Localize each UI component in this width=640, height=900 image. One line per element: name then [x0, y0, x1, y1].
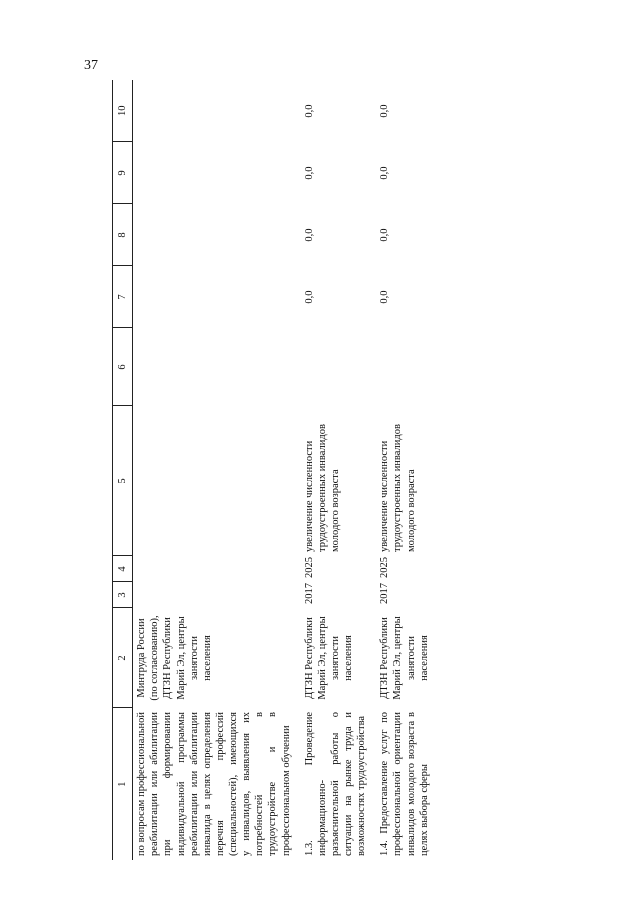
column-header: 8 [113, 204, 133, 266]
value-cell [133, 266, 295, 328]
page-number: 37 [84, 58, 98, 73]
result-cell: увеличение численности трудоустроенных инвалидов молодого возраста [303, 424, 341, 552]
table-row [133, 80, 295, 860]
value-cell [133, 204, 295, 266]
column-header: 4 [113, 556, 133, 582]
activity-cell: по вопросам профессиональной реабилитации или абилитации при формировании индивидуальной программы реабилитации или абилитации инвалида в целях определения перечня профессий (специальностей), имеющихся у инвалидов, выявления их потребностей в трудоустройстве и в профессиональном обучении [136, 712, 292, 856]
value-cell [133, 142, 295, 204]
executor-cell: ДТЗН Республики Марий Эл, центры занятости населения [303, 616, 354, 700]
table-row [301, 80, 371, 860]
result-cell: увеличение численности трудоустроенных инвалидов молодого возраста [379, 424, 417, 552]
value-cell [133, 328, 295, 406]
column-header: 3 [113, 582, 133, 608]
rotated-table-wrapper [112, 80, 632, 860]
column-header: 10 [113, 80, 133, 142]
column-header: 2 [113, 608, 133, 708]
table-header-row [113, 80, 133, 860]
executor-cell: ДТЗН Республики Марий Эл, центры занятости населения [379, 616, 430, 700]
column-header: 7 [113, 266, 133, 328]
value-cell: 0,0 [379, 290, 391, 304]
executor-cell: Минтруда России (по согласованию), ДТЗН Республики Марий Эл, центры занятости населения [136, 615, 213, 701]
start-year-cell [133, 582, 295, 608]
activity-cell: 1.4. Предоставление услуг по профессиональной ориентации инвалидов молодого возраста в целях выбора сферы [379, 712, 430, 856]
column-header: 6 [113, 328, 133, 406]
end-year-cell: 2025 [379, 557, 391, 578]
activity-cell: 1.3. Проведение информационно-разъяснительной работы о ситуации на рынке труда и возможностях трудоустройства [303, 712, 368, 856]
value-cell [376, 328, 433, 406]
table-row [376, 80, 433, 860]
value-cell: 0,0 [379, 104, 391, 118]
value-cell: 0,0 [303, 228, 315, 242]
value-cell: 0,0 [303, 104, 315, 118]
value-cell [133, 80, 295, 142]
value-cell: 0,0 [303, 290, 315, 304]
program-table [112, 80, 433, 860]
end-year-cell [133, 556, 295, 582]
value-cell: 0,0 [379, 228, 391, 242]
value-cell: 0,0 [303, 166, 315, 180]
column-header: 1 [113, 708, 133, 860]
end-year-cell: 2025 [303, 557, 315, 578]
start-year-cell: 2017 [379, 583, 391, 604]
column-header: 5 [113, 406, 133, 556]
start-year-cell: 2017 [303, 583, 315, 604]
value-cell [301, 328, 371, 406]
result-cell [133, 406, 295, 556]
column-header: 9 [113, 142, 133, 204]
value-cell: 0,0 [379, 166, 391, 180]
